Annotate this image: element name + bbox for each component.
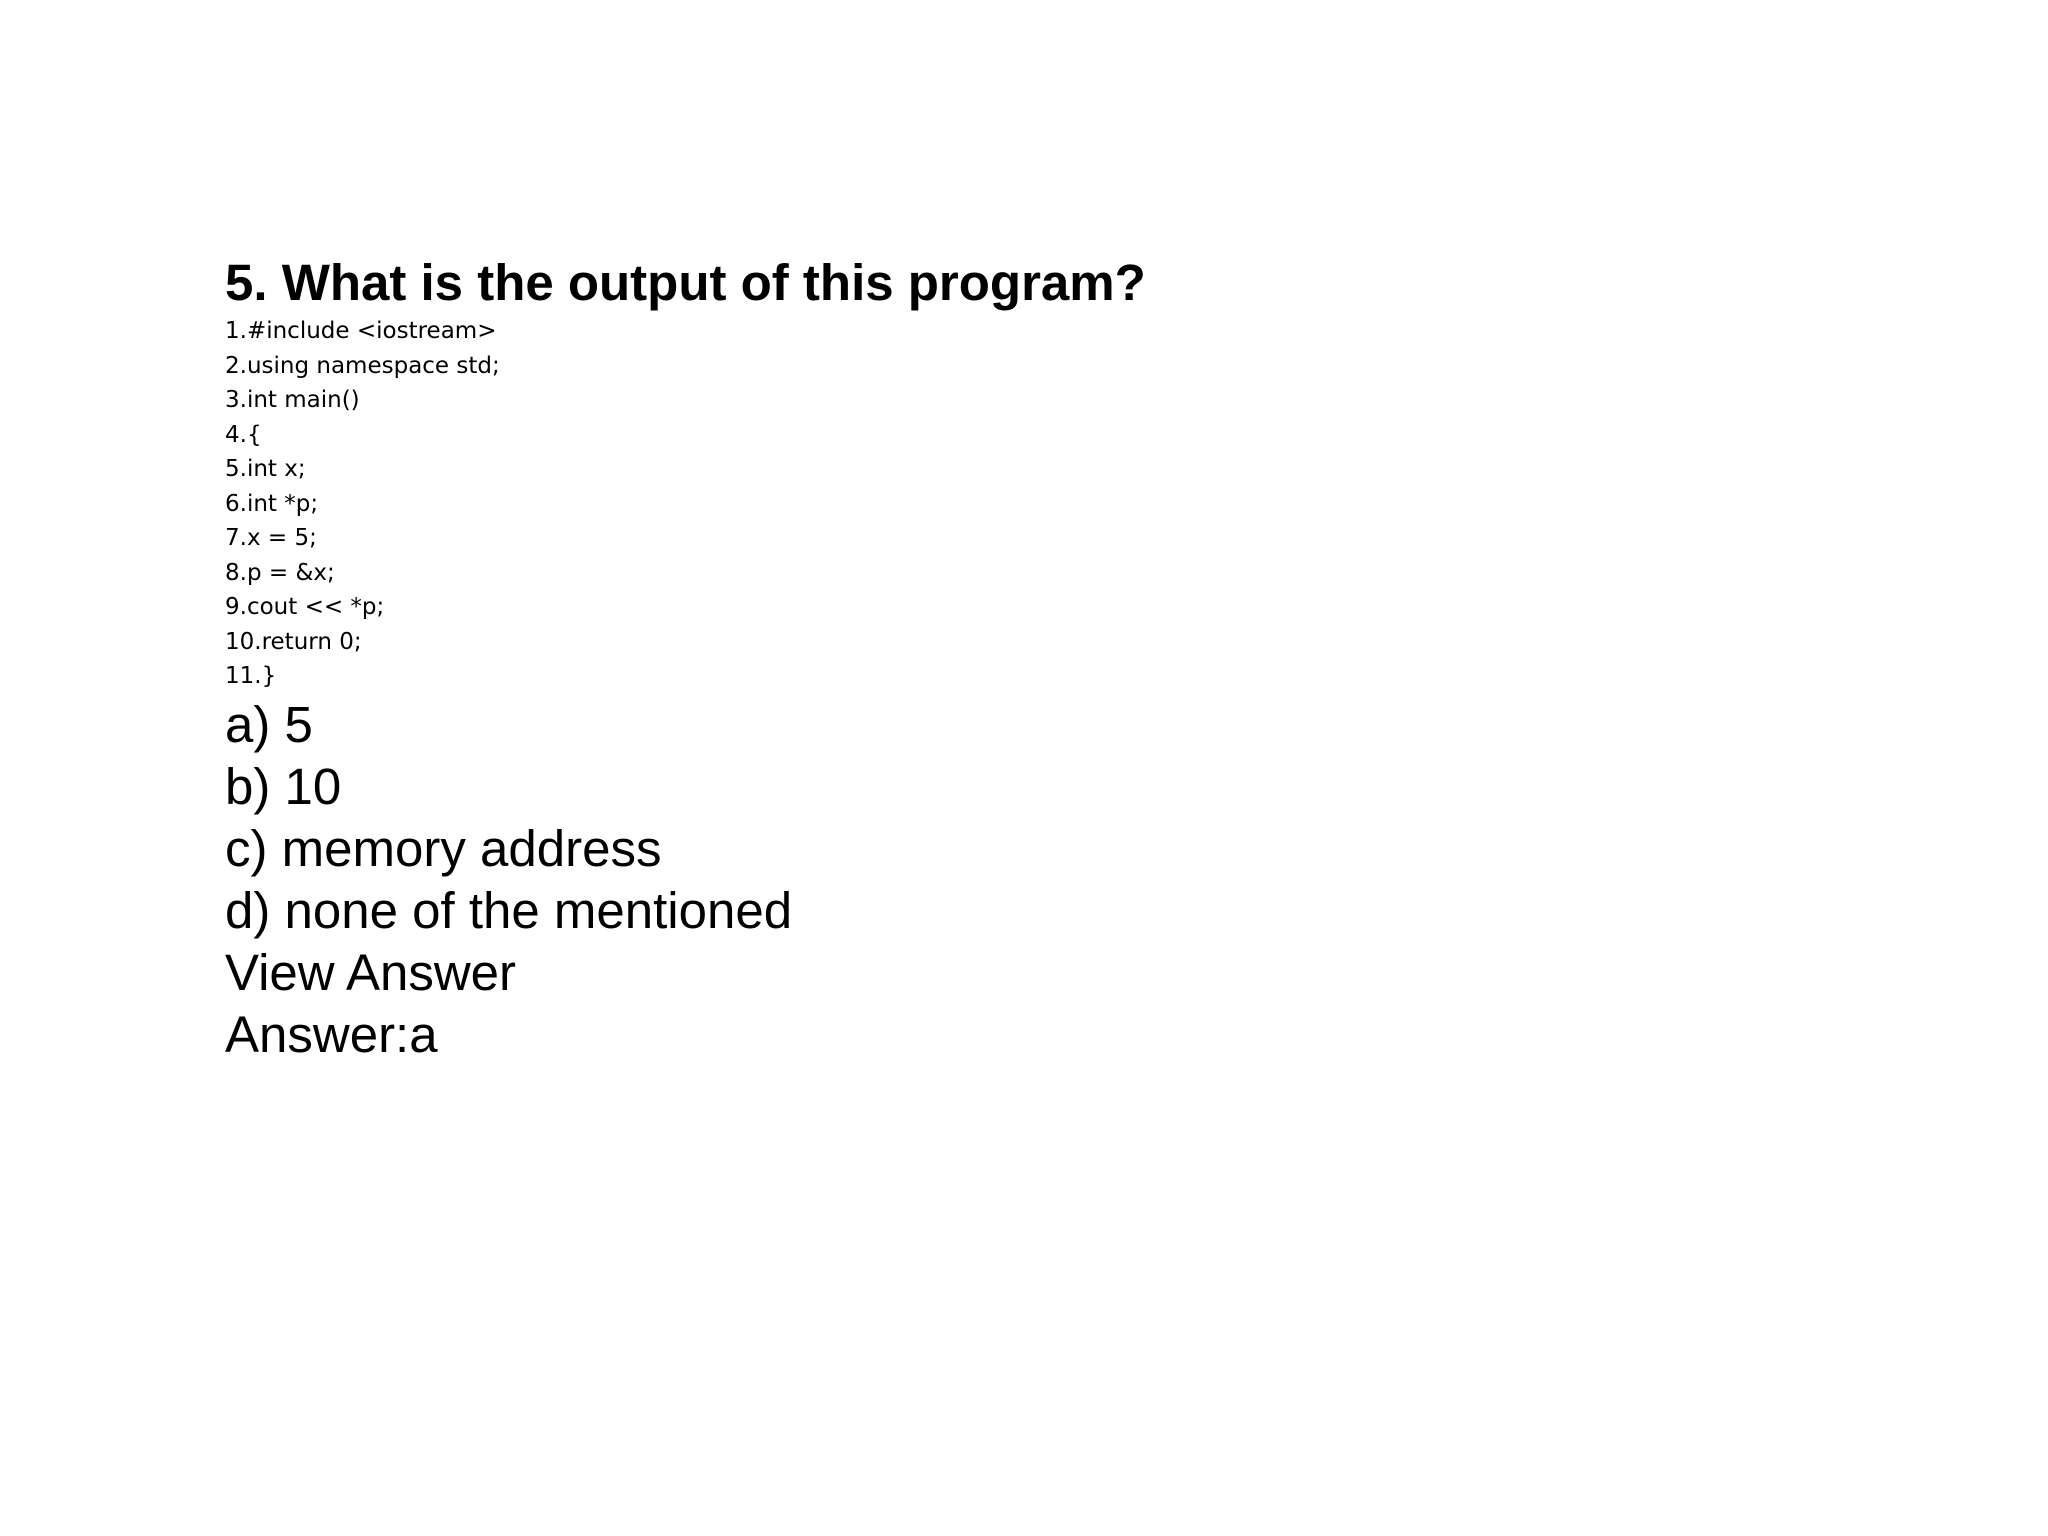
- code-line: 1.#include <iostream>: [225, 318, 497, 344]
- view-answer-button[interactable]: View Answer: [225, 943, 517, 1001]
- answer-text: Answer:a: [225, 1005, 438, 1063]
- code-line: 2.using namespace std;: [225, 352, 500, 379]
- code-line: 8.p = &x;: [225, 559, 335, 586]
- option-b: b) 10: [225, 757, 342, 815]
- answer-options: [225, 694, 1825, 942]
- code-line: 5.int x;: [225, 456, 306, 482]
- code-line: 7.x = 5;: [225, 525, 317, 551]
- code-line: 9.cout << *p;: [225, 594, 385, 620]
- code-block: [225, 314, 1825, 694]
- quiz-content: [225, 252, 1825, 1066]
- option-a: a) 5: [225, 695, 313, 753]
- option-d: d) none of the mentioned: [225, 881, 793, 939]
- option-c: c) memory address: [225, 819, 662, 877]
- question-title: 5. What is the output of this program?: [225, 254, 1146, 311]
- code-line: 3.int main(): [225, 387, 360, 413]
- code-line: 11.}: [225, 663, 277, 689]
- code-line: 10.return 0;: [225, 628, 362, 655]
- code-line: 6.int *p;: [225, 490, 319, 517]
- code-line: 4.{: [225, 421, 262, 448]
